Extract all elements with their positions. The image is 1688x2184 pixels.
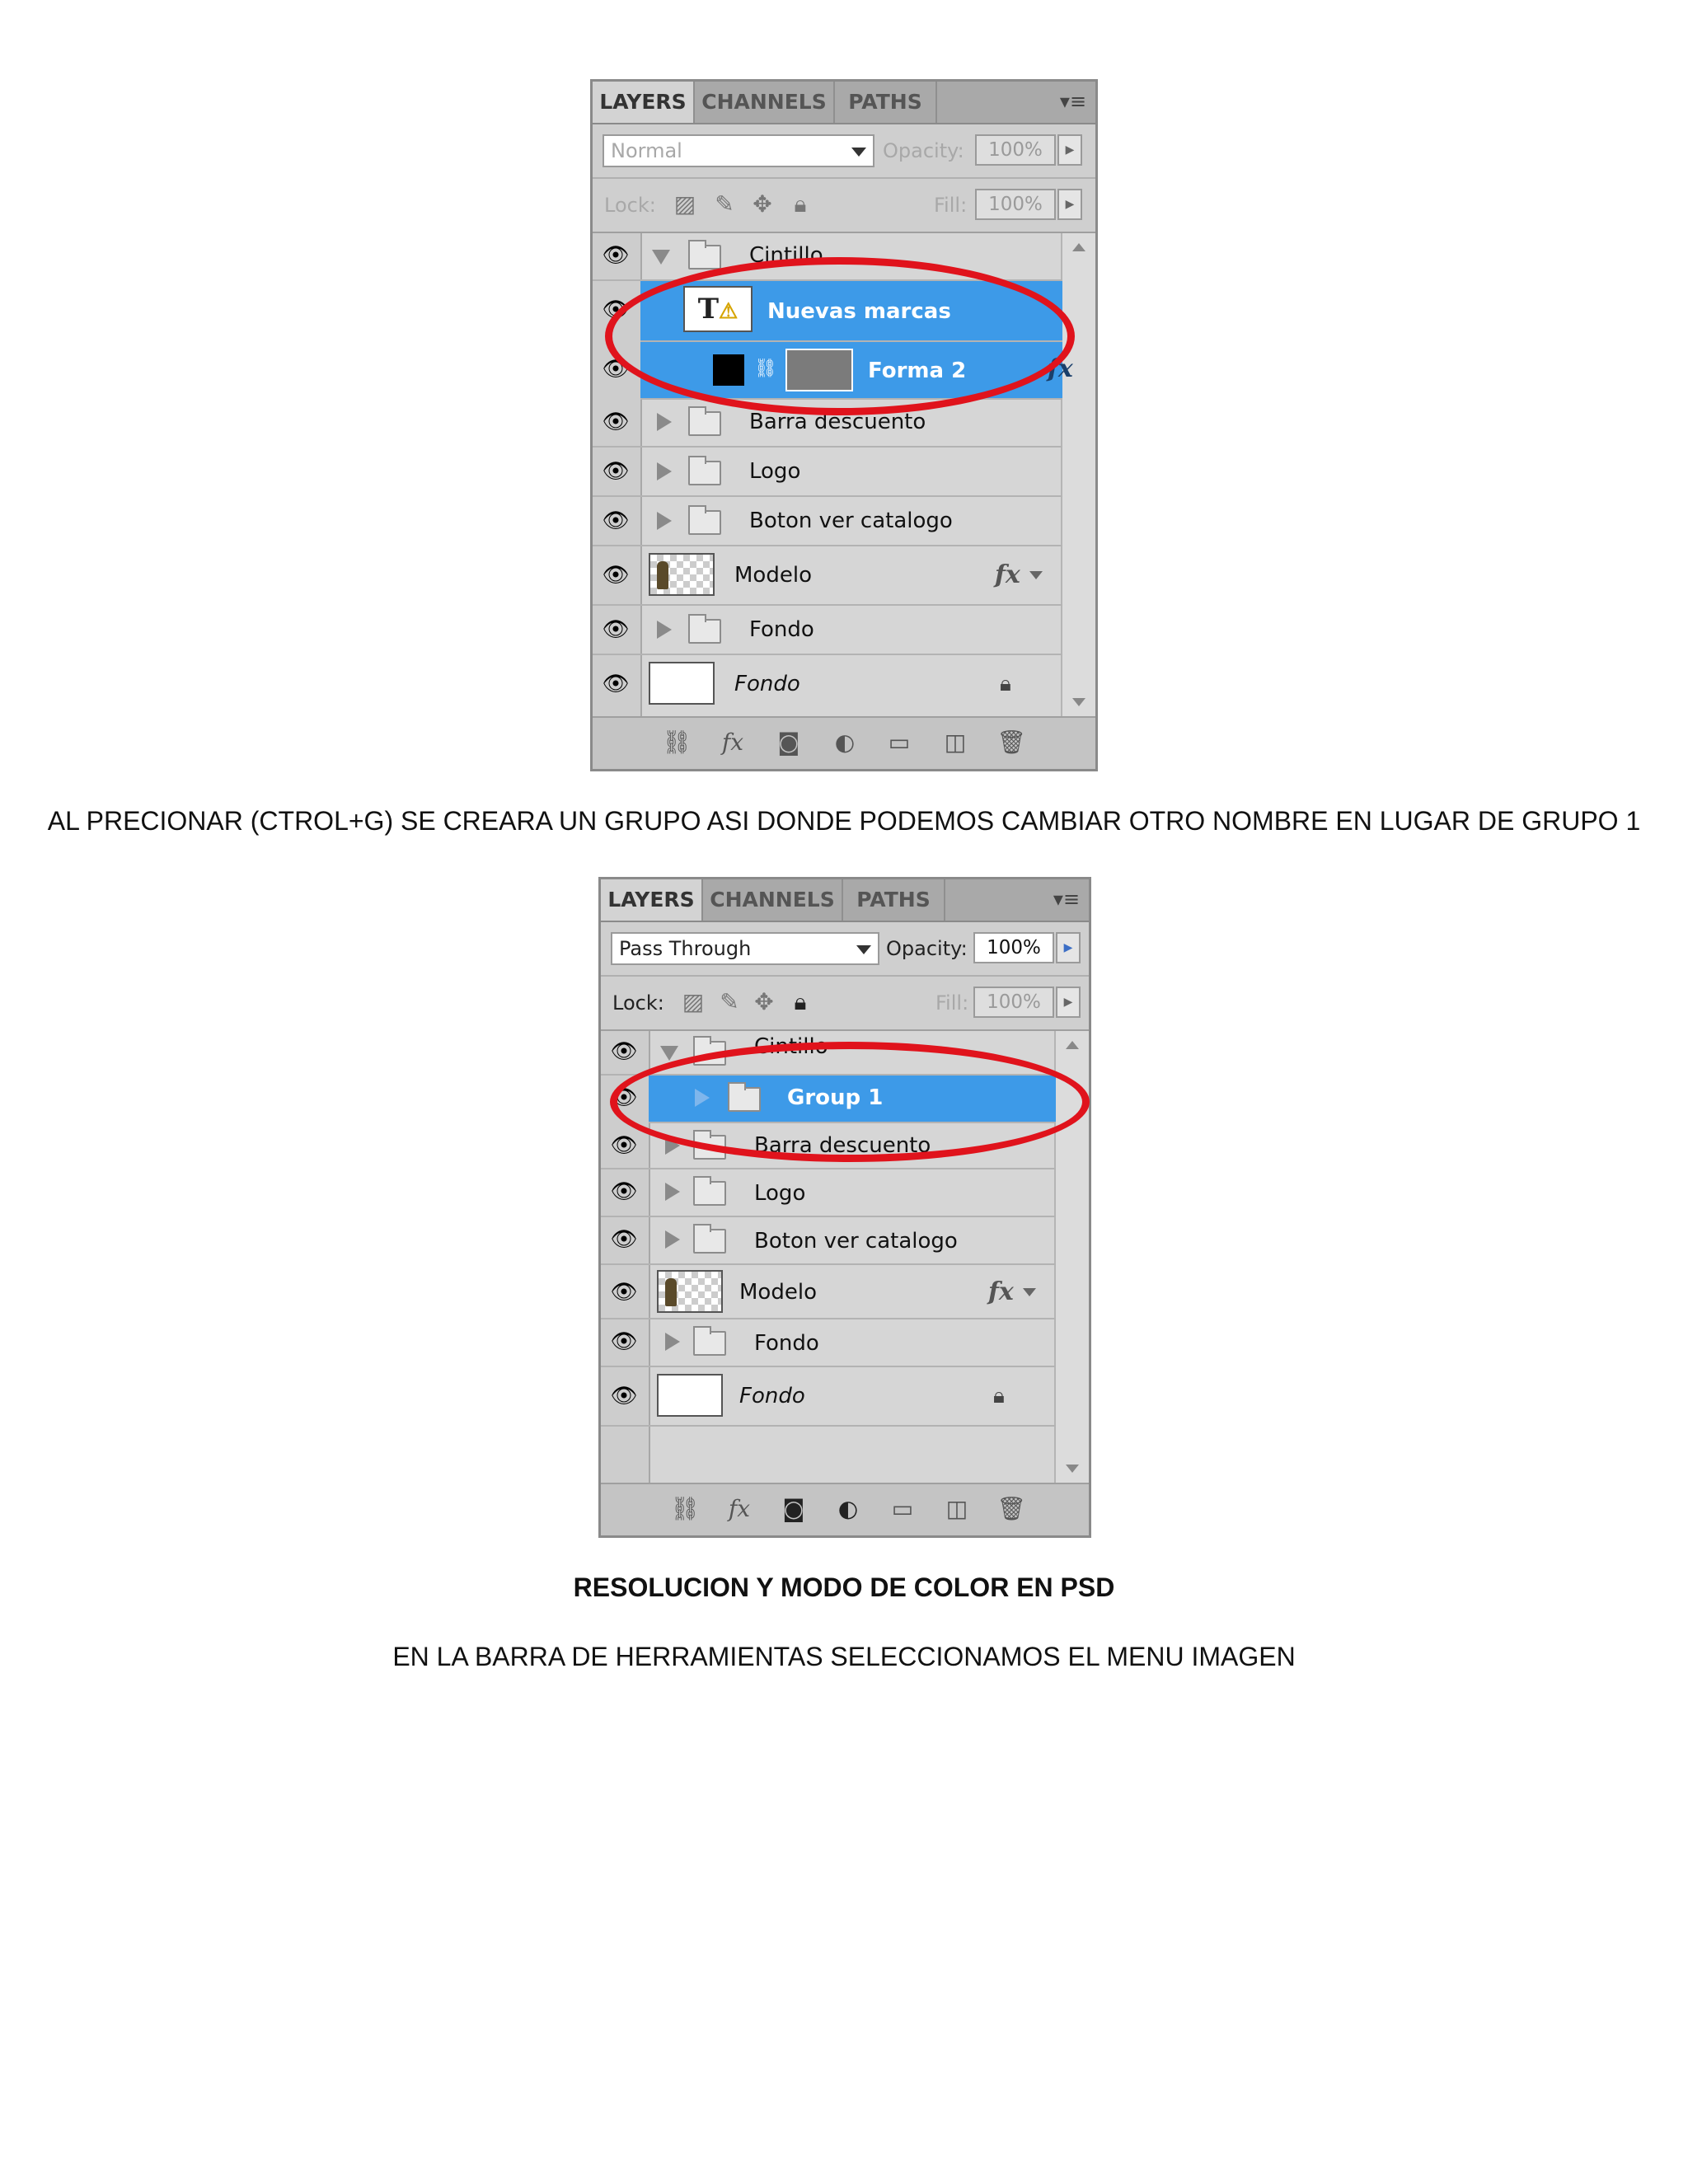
layer-name: Cintillo: [749, 243, 823, 268]
layer-name: Barra descuento: [754, 1133, 931, 1158]
eye-icon[interactable]: 👁︎: [610, 1133, 638, 1158]
caption-menu-imagen: EN LA BARRA DE HERRAMIENTAS SELECCIONAMOS EL MENU IMAGEN: [392, 1642, 1296, 1671]
lock-label: Lock:: [604, 194, 656, 217]
layer-name: Group 1: [787, 1085, 884, 1110]
tab-channels[interactable]: CHANNELS: [703, 879, 843, 921]
model-figure: [665, 1278, 677, 1306]
panel-tab-bar: [593, 82, 1095, 124]
layer-name: Nuevas marcas: [767, 299, 951, 324]
collapse-triangle-icon[interactable]: [652, 250, 670, 265]
new-group-icon[interactable]: ▭: [891, 1495, 914, 1522]
eye-icon[interactable]: 👁︎: [610, 1227, 638, 1252]
fx-icon[interactable]: fx: [1048, 354, 1073, 383]
layers-panel-screenshot-2: [598, 877, 1091, 1538]
lock-all-icon[interactable]: 🔒︎: [794, 988, 807, 1015]
tab-layers[interactable]: LAYERS: [593, 82, 695, 123]
layers-list: [601, 1031, 1089, 1483]
scrollbar[interactable]: [1061, 233, 1095, 716]
fill-slider-arrow-icon[interactable]: ▶: [1056, 987, 1081, 1018]
expand-triangle-icon[interactable]: [665, 1230, 680, 1249]
text-layer-thumbnail: T⚠: [683, 286, 753, 332]
image-layer-thumbnail: [657, 1270, 723, 1313]
opacity-field[interactable]: 100%: [973, 932, 1054, 963]
warning-icon: ⚠: [719, 299, 738, 324]
scrollbar[interactable]: [1054, 1031, 1089, 1483]
layer-name: Barra descuento: [749, 410, 926, 434]
scroll-up-icon[interactable]: [1072, 243, 1085, 251]
background-layer-thumbnail: [657, 1374, 723, 1417]
layer-row-barra-descuento[interactable]: [593, 400, 1062, 448]
panel-menu-icon[interactable]: ▾≡: [1053, 888, 1081, 911]
chevron-down-icon: [851, 148, 866, 157]
layer-row-cintillo[interactable]: [593, 233, 1062, 281]
eye-icon[interactable]: 👁︎: [610, 1280, 638, 1305]
layer-name: Boton ver catalogo: [749, 509, 953, 533]
layer-row-barra-descuento[interactable]: [601, 1123, 1056, 1169]
blend-mode-value: Normal: [611, 139, 682, 162]
layer-name: Fondo: [749, 617, 814, 642]
fx-icon[interactable]: fx: [988, 1277, 1014, 1306]
blend-row: [593, 124, 1095, 179]
fill-field[interactable]: 100%: [973, 987, 1054, 1018]
layer-row-nuevas-marcas[interactable]: [640, 281, 1062, 342]
panel-bottom-toolbar: [593, 716, 1095, 769]
fill-field[interactable]: 100%: [975, 189, 1056, 220]
collapse-triangle-icon[interactable]: [660, 1046, 678, 1061]
layer-name: Fondo: [734, 672, 800, 696]
folder-icon: [688, 461, 721, 485]
lock-row: [593, 179, 1095, 233]
eye-icon[interactable]: 👁︎: [610, 1329, 638, 1354]
layer-name: Logo: [749, 459, 801, 484]
eye-icon[interactable]: 👁︎: [602, 509, 630, 533]
opacity-label: Opacity:: [886, 937, 968, 960]
folder-icon: [688, 510, 721, 535]
panel-bottom-toolbar: [601, 1483, 1089, 1535]
chevron-down-icon: [856, 945, 871, 954]
layer-row-logo[interactable]: [593, 448, 1062, 497]
lock-transparent-pixels-icon[interactable]: ▨: [673, 190, 696, 218]
layer-name: Boton ver catalogo: [754, 1229, 958, 1254]
folder-icon: [688, 245, 721, 269]
layer-row-group-1[interactable]: [649, 1076, 1056, 1123]
fill-label: Fill:: [934, 194, 968, 217]
eye-icon[interactable]: 👁︎: [602, 617, 630, 642]
effects-toggle-icon[interactable]: [1023, 1288, 1036, 1296]
eye-icon[interactable]: 👁︎: [602, 410, 630, 434]
eye-icon[interactable]: 👁︎: [602, 298, 630, 322]
lock-image-pixels-icon[interactable]: ✎: [715, 190, 734, 218]
layer-name: Cintillo: [754, 1034, 828, 1059]
eye-icon[interactable]: 👁︎: [602, 459, 630, 484]
new-layer-icon[interactable]: ◫: [944, 729, 967, 756]
expand-triangle-icon[interactable]: [657, 413, 672, 431]
eye-icon[interactable]: 👁︎: [610, 1085, 638, 1110]
opacity-slider-arrow-icon[interactable]: ▶: [1056, 932, 1081, 963]
folder-icon: [693, 1041, 726, 1066]
trash-icon[interactable]: 🗑︎: [996, 1495, 1026, 1522]
opacity-label: Opacity:: [883, 139, 964, 162]
blend-mode-select[interactable]: [603, 134, 874, 167]
folder-icon: [693, 1135, 726, 1160]
effects-toggle-icon[interactable]: [1029, 571, 1043, 579]
eye-icon[interactable]: 👁︎: [602, 357, 630, 382]
expand-triangle-icon[interactable]: [695, 1089, 710, 1107]
folder-icon: [728, 1087, 761, 1112]
model-figure: [657, 561, 668, 589]
expand-triangle-icon[interactable]: [665, 1137, 680, 1155]
lock-row: [601, 977, 1089, 1031]
tab-layers[interactable]: LAYERS: [601, 879, 703, 921]
vector-mask-thumbnail: [785, 349, 853, 391]
shape-fill-swatch: [713, 354, 744, 386]
scroll-down-icon[interactable]: [1072, 698, 1085, 706]
lock-icon: 🔒︎: [1000, 672, 1011, 696]
scroll-down-icon[interactable]: [1066, 1465, 1079, 1473]
expand-triangle-icon[interactable]: [657, 512, 672, 530]
eye-icon[interactable]: 👁︎: [602, 243, 630, 268]
layer-row-boton-ver-catalogo[interactable]: [601, 1217, 1056, 1265]
link-layers-icon[interactable]: ⛓: [670, 1495, 700, 1522]
section-heading: RESOLUCION Y MODO DE COLOR EN PSD: [573, 1572, 1115, 1602]
layer-row-fondo-background[interactable]: [601, 1367, 1056, 1427]
eye-icon[interactable]: 👁︎: [602, 563, 630, 588]
adjustment-layer-icon[interactable]: ◐: [837, 1495, 859, 1522]
folder-icon: [693, 1181, 726, 1206]
link-layers-icon[interactable]: ⛓: [662, 729, 692, 756]
layers-list: [593, 233, 1095, 716]
blend-mode-select[interactable]: [611, 932, 879, 965]
trash-icon[interactable]: 🗑︎: [996, 729, 1026, 756]
layer-name: Fondo: [754, 1331, 819, 1356]
lock-position-icon[interactable]: ✥: [754, 988, 774, 1015]
tab-paths[interactable]: PATHS: [835, 82, 937, 123]
eye-icon[interactable]: 👁︎: [610, 1384, 638, 1408]
adjustment-layer-icon[interactable]: ◐: [834, 729, 856, 756]
layer-row-cintillo[interactable]: [601, 1031, 1056, 1076]
layer-row-fondo-group[interactable]: [593, 606, 1062, 655]
layer-row-boton-ver-catalogo[interactable]: [593, 497, 1062, 546]
layer-row-fondo-background[interactable]: [593, 655, 1062, 713]
eye-icon[interactable]: 👁︎: [610, 1179, 638, 1204]
layer-name: Fondo: [739, 1384, 805, 1408]
lock-label: Lock:: [612, 991, 664, 1015]
layer-name: Logo: [754, 1181, 806, 1206]
new-layer-icon[interactable]: ◫: [945, 1495, 968, 1522]
blend-mode-value: Pass Through: [619, 937, 752, 960]
add-layer-mask-icon[interactable]: ◙: [777, 729, 800, 756]
layer-row-forma-2[interactable]: [640, 342, 1073, 400]
panel-tab-bar: [601, 879, 1089, 922]
fill-slider-arrow-icon[interactable]: ▶: [1057, 189, 1082, 220]
layer-name: Modelo: [734, 563, 812, 588]
tab-channels[interactable]: CHANNELS: [695, 82, 835, 123]
background-layer-thumbnail: [649, 662, 715, 705]
panel-menu-icon[interactable]: ▾≡: [1059, 90, 1087, 113]
blend-row: [601, 922, 1089, 977]
expand-triangle-icon[interactable]: [657, 621, 672, 639]
layer-name: Modelo: [739, 1280, 817, 1305]
lock-all-icon[interactable]: 🔒︎: [794, 190, 807, 218]
lock-position-icon[interactable]: ✥: [753, 190, 772, 218]
image-layer-thumbnail: [649, 553, 715, 596]
layer-row-modelo[interactable]: [601, 1265, 1056, 1319]
folder-icon: [693, 1331, 726, 1356]
folder-icon: [688, 619, 721, 644]
folder-icon: [688, 411, 721, 436]
folder-icon: [693, 1229, 726, 1254]
lock-transparent-pixels-icon[interactable]: ▨: [682, 988, 705, 1015]
fx-icon[interactable]: fx: [995, 560, 1020, 589]
expand-triangle-icon[interactable]: [657, 462, 672, 480]
opacity-slider-arrow-icon[interactable]: ▶: [1057, 134, 1082, 166]
lock-icon: 🔒︎: [993, 1384, 1005, 1408]
layer-row-modelo[interactable]: [593, 546, 1062, 606]
layer-name: Forma 2: [868, 359, 967, 383]
new-group-icon[interactable]: ▭: [888, 729, 911, 756]
eye-icon[interactable]: 👁︎: [602, 672, 630, 696]
chain-link-icon: ⛓: [754, 359, 777, 379]
expand-triangle-icon[interactable]: [665, 1183, 680, 1201]
opacity-field[interactable]: 100%: [975, 134, 1056, 166]
add-layer-style-icon[interactable]: fx: [728, 1495, 751, 1522]
scroll-up-icon[interactable]: [1066, 1041, 1079, 1049]
layers-panel-screenshot-1: [590, 79, 1098, 771]
add-layer-mask-icon[interactable]: ◙: [782, 1495, 805, 1522]
tab-paths[interactable]: PATHS: [843, 879, 945, 921]
fill-label: Fill:: [935, 991, 969, 1015]
caption-ctrl-g: AL PRECIONAR (CTROL+G) SE CREARA UN GRUPO ASI DONDE PODEMOS CAMBIAR OTRO NOMBRE EN LUGAR DE GRUPO 1: [47, 806, 1641, 836]
eye-icon[interactable]: 👁︎: [610, 1039, 638, 1064]
layer-row-logo[interactable]: [601, 1169, 1056, 1217]
layer-row-fondo-group[interactable]: [601, 1319, 1056, 1367]
lock-image-pixels-icon[interactable]: ✎: [720, 988, 739, 1015]
expand-triangle-icon[interactable]: [665, 1333, 680, 1351]
add-layer-style-icon[interactable]: fx: [721, 729, 744, 756]
